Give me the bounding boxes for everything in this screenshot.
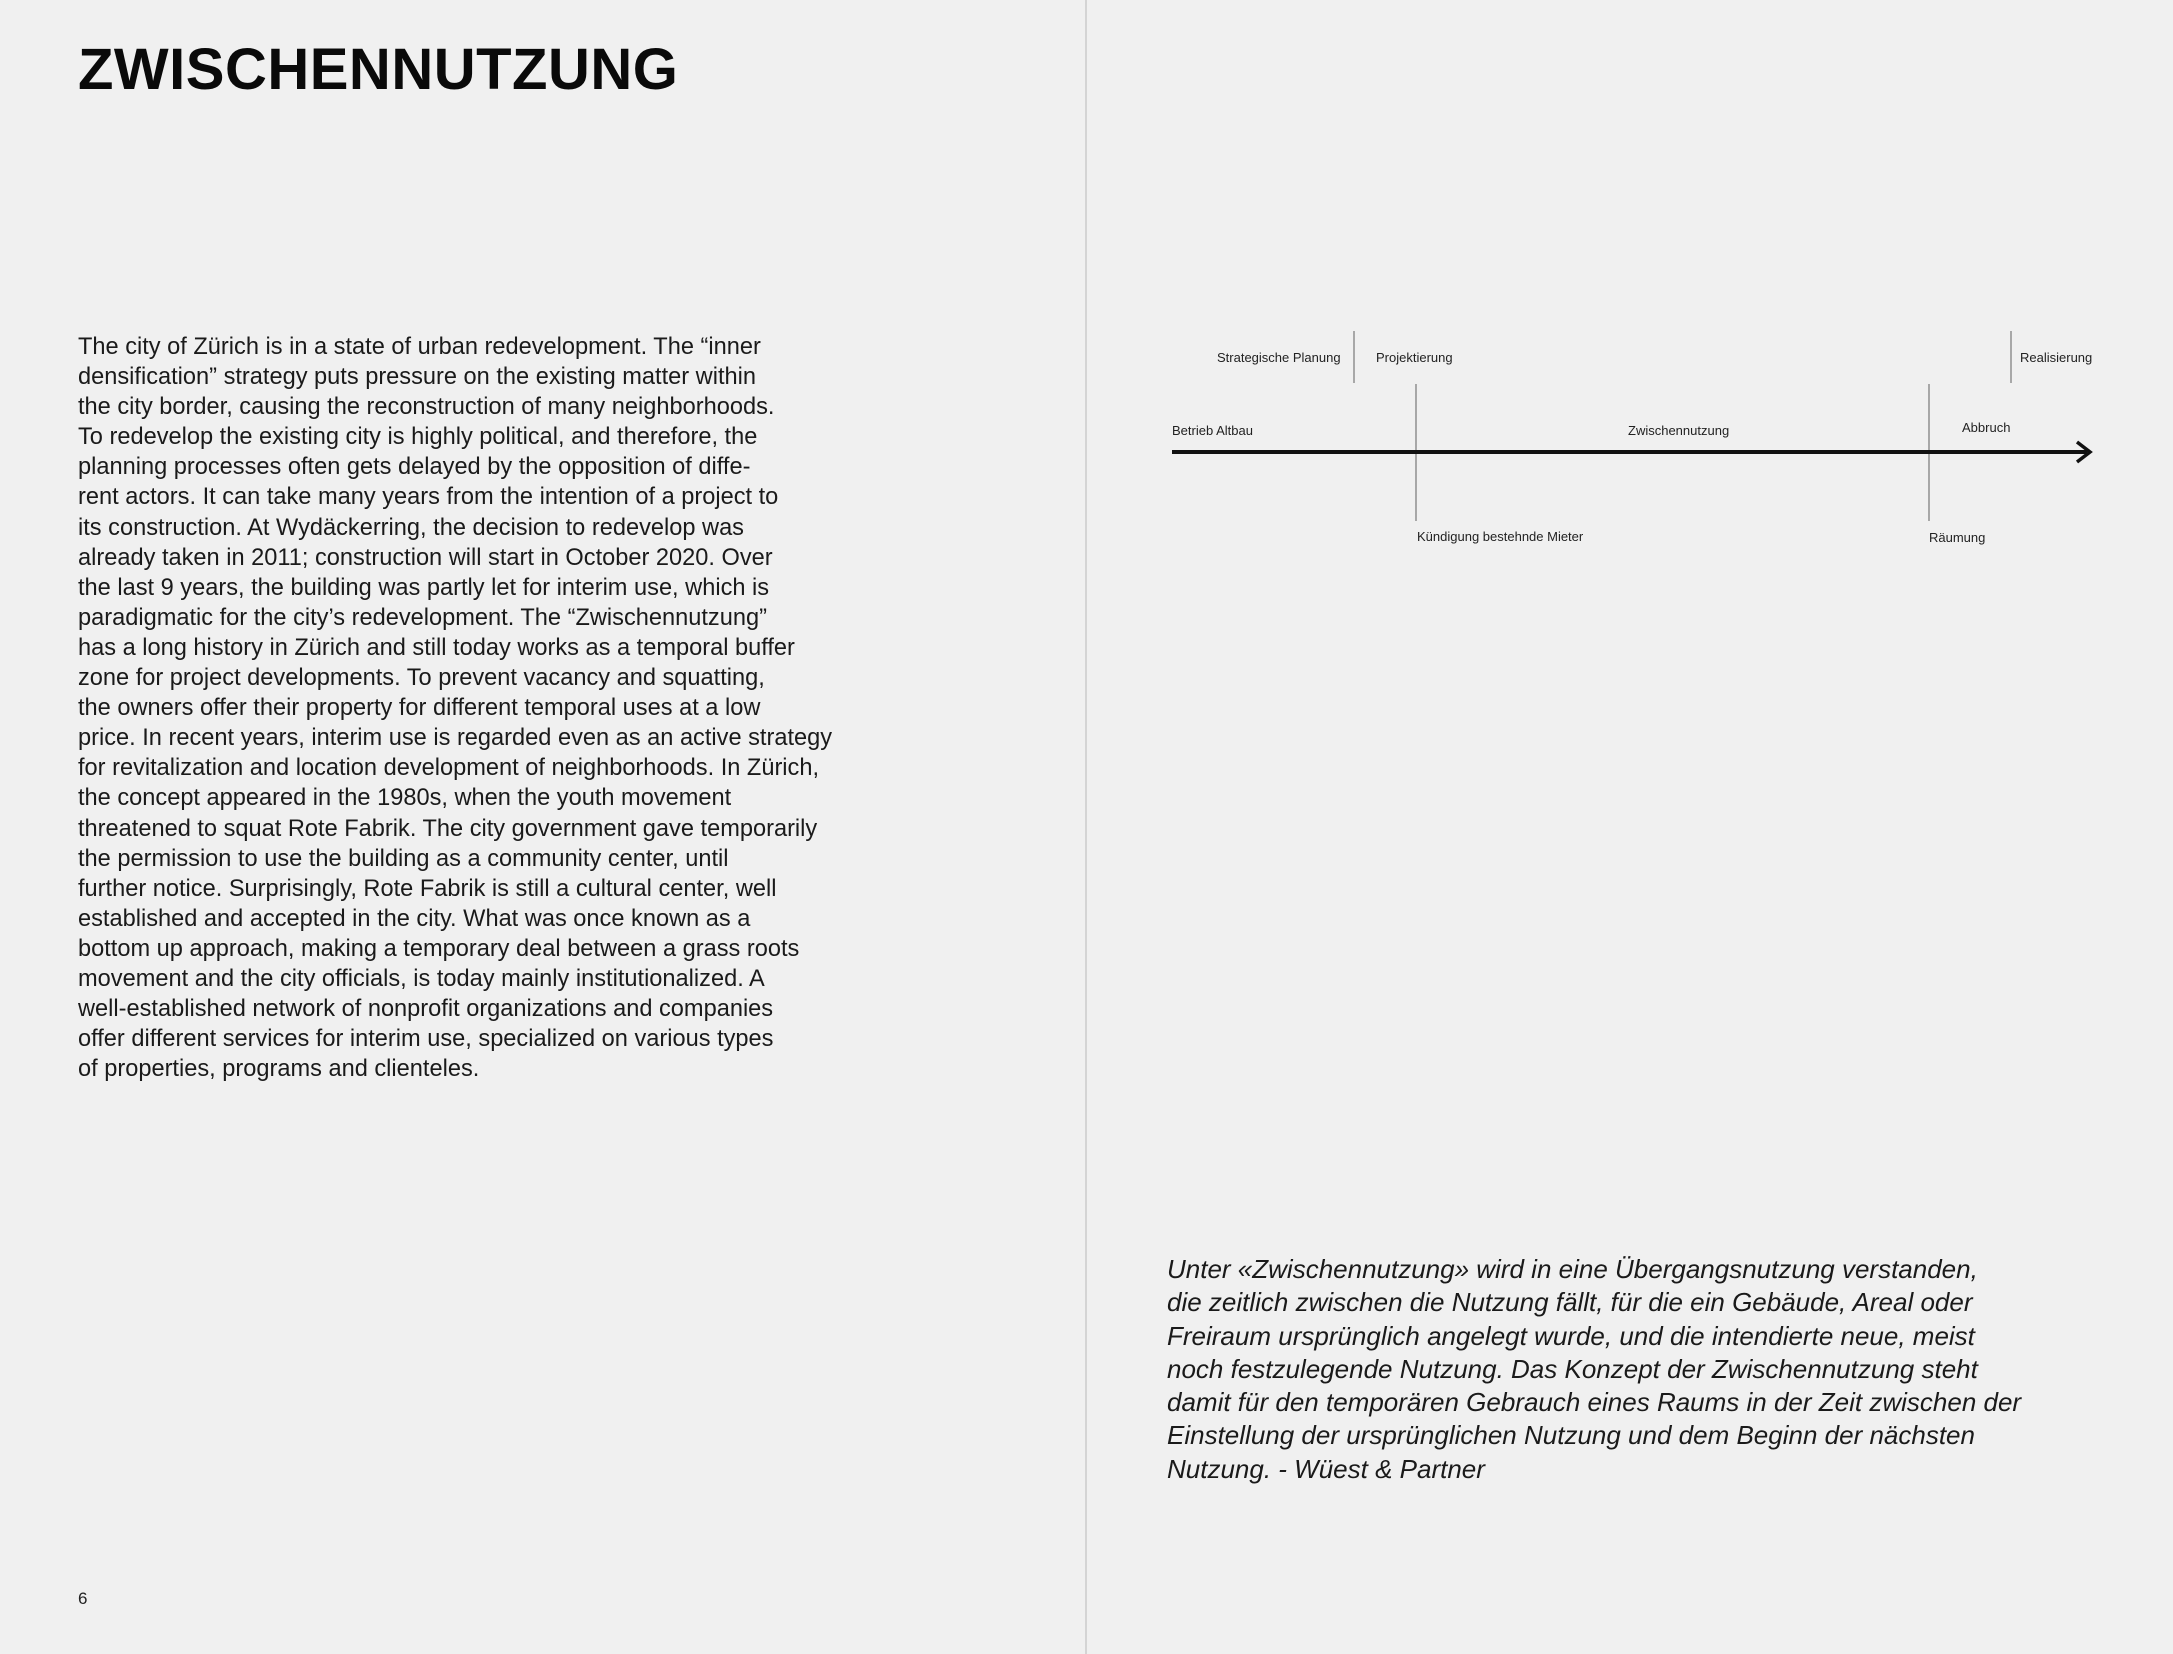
label-strategische-planung: Strategische Planung: [1217, 350, 1341, 365]
left-page: [0, 0, 1085, 1654]
right-page: [1087, 0, 2173, 1654]
label-abbruch: Abbruch: [1962, 420, 2011, 435]
label-projektierung: Projektierung: [1376, 350, 1453, 365]
label-zwischennutzung: Zwischennutzung: [1628, 423, 1730, 438]
definition-quote: Unter «Zwischennutzung» wird in eine Übergangsnutzung verstanden, die zeitlich zwischen die Nutzung fällt, für die ein Gebäude, Areal oder Freiraum ursprünglich angelegt wurde, und die intendierte neue, meist noch festzulegende Nutzung. Das Konzept der Zwischennutzung steht damit für den temporären Gebrauch eines Raums in der Zeit zwischen der Einstellung der ursprünglichen Nutzung und dem Beginn der nächsten Nutzung. - Wüest & Partner: [1167, 1254, 2022, 1484]
page-number: 6: [78, 1589, 88, 1608]
label-kuendigung: Kündigung bestehnde Mieter: [1417, 529, 1584, 544]
timeline-diagram: [1087, 0, 2173, 600]
label-realisierung: Realisierung: [2020, 350, 2093, 365]
label-raeumung: Räumung: [1929, 530, 1986, 545]
page-title: ZWISCHENNUTZUNG: [78, 37, 679, 102]
body-paragraph: The city of Zürich is in a state of urban redevelopment. The “inner densification” strategy puts pressure on the existing matter within the city border, causing the reconstruction of many neighborhoods. To redevelop the existing city is highly political, and therefore, the planning processes often gets delayed by the opposition of diffe- rent actors. It can take many years from the intention of a project to its construction. At Wydäckerring, the decision to redevelop was already taken in 2011; construction will start in October 2020. Over the last 9 years, the building was partly let for interim use, which is paradigmatic for the city’s redevelopment. The “Zwischennutzung” has a long history in Zürich and still today works as a temporal buffer zone for project developments. To prevent vacancy and squatting, the owners offer their property for different temporal uses at a low price. In recent years, interim use is regarded even as an active strategy for revitalization and location development of neighborhoods. In Zürich, the concept appeared in the 1980s, when the youth movement threatened to squat Rote Fabrik. The city government gave temporarily the permission to use the building as a community center, until further notice. Surprisingly, Rote Fabrik is still a cultural center, well established and accepted in the city. What was once known as a bottom up approach, making a temporary deal between a grass roots movement and the city officials, is today mainly institutionalized. A well-established network of nonprofit organizations and companies offer different services for interim use, specialized on various types of properties, programs and clienteles.: [78, 334, 833, 1083]
label-betrieb-altbau: Betrieb Altbau: [1172, 423, 1253, 438]
